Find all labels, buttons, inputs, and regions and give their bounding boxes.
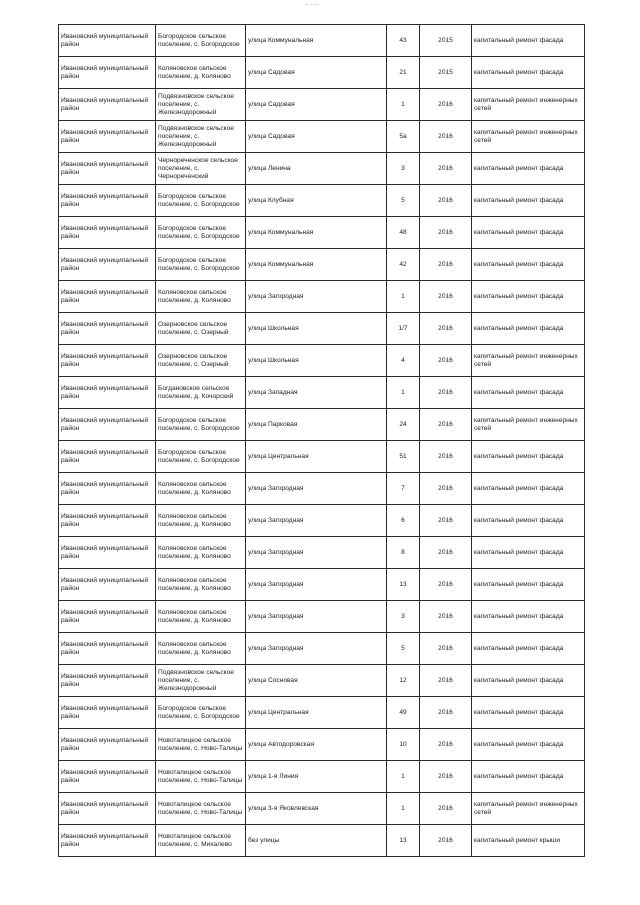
settlement-cell: Богородское сельское поселение, с. Богородское (156, 25, 246, 57)
work-type-cell: капитальный ремонт инженерных сетей (472, 345, 585, 377)
street-cell: улица Клубная (246, 185, 387, 217)
table-row (59, 409, 585, 441)
street-cell: улица Коммунальная (246, 249, 387, 281)
year-cell: 2016 (420, 217, 472, 249)
year-cell: 2016 (420, 153, 472, 185)
district-cell: Ивановский муниципальный район (59, 57, 156, 89)
settlement-cell: Подвязновское сельское поселение, с. Железнодорожный (156, 121, 246, 153)
district-cell: Ивановский муниципальный район (59, 185, 156, 217)
house-number-cell: 1 (387, 377, 420, 409)
house-number-cell: 3 (387, 153, 420, 185)
table-row (59, 89, 585, 121)
house-number-cell: 12 (387, 665, 420, 697)
house-number-cell: 13 (387, 569, 420, 601)
table-row (59, 281, 585, 313)
street-cell: улица Центральная (246, 441, 387, 473)
settlement-cell: Коляновское сельское поселение, д. Коляново (156, 473, 246, 505)
settlement-cell: Озерновское сельское поселение, с. Озерный (156, 313, 246, 345)
settlement-cell: Богородское сельское поселение, с. Богородское (156, 409, 246, 441)
work-type-cell: капитальный ремонт фасада (472, 729, 585, 761)
district-cell: Ивановский муниципальный район (59, 601, 156, 633)
work-type-cell: капитальный ремонт фасада (472, 25, 585, 57)
settlement-cell: Коляновское сельское поселение, д. Коляново (156, 633, 246, 665)
street-cell: улица Загородная (246, 601, 387, 633)
year-cell: 2016 (420, 505, 472, 537)
year-cell: 2016 (420, 537, 472, 569)
street-cell: улица Садовая (246, 89, 387, 121)
table-row (59, 57, 585, 89)
street-cell: без улицы (246, 825, 387, 857)
work-type-cell: капитальный ремонт фасада (472, 185, 585, 217)
street-cell: улица 1-я Линия (246, 761, 387, 793)
settlement-cell: Коляновское сельское поселение, д. Коляново (156, 505, 246, 537)
table-row (59, 217, 585, 249)
year-cell: 2016 (420, 89, 472, 121)
settlement-cell: Богородское сельское поселение, с. Богородское (156, 217, 246, 249)
street-cell: улица Загородная (246, 569, 387, 601)
street-cell: улица Западная (246, 377, 387, 409)
settlement-cell: Коляновское сельское поселение, д. Коляново (156, 537, 246, 569)
house-number-cell: 5 (387, 185, 420, 217)
year-cell: 2016 (420, 185, 472, 217)
house-number-cell: 8 (387, 537, 420, 569)
work-type-cell: капитальный ремонт фасада (472, 313, 585, 345)
work-type-cell: капитальный ремонт инженерных сетей (472, 89, 585, 121)
work-type-cell: капитальный ремонт инженерных сетей (472, 793, 585, 825)
district-cell: Ивановский муниципальный район (59, 217, 156, 249)
work-type-cell: капитальный ремонт фасада (472, 473, 585, 505)
work-type-cell: капитальный ремонт фасада (472, 281, 585, 313)
street-cell: улица Садовая (246, 121, 387, 153)
settlement-cell: Подвязновское сельское поселение, с. Железнодорожный (156, 665, 246, 697)
house-number-cell: 5 (387, 633, 420, 665)
street-cell: улица Школьная (246, 345, 387, 377)
table-row (59, 601, 585, 633)
street-cell: улица Школьная (246, 313, 387, 345)
district-cell: Ивановский муниципальный район (59, 537, 156, 569)
year-cell: 2016 (420, 249, 472, 281)
district-cell: Ивановский муниципальный район (59, 665, 156, 697)
year-cell: 2016 (420, 825, 472, 857)
year-cell: 2016 (420, 313, 472, 345)
table-row (59, 153, 585, 185)
house-number-cell: 6 (387, 505, 420, 537)
settlement-cell: Богородское сельское поселение, с. Богородское (156, 697, 246, 729)
settlement-cell: Новоталицкое сельское поселение, с. Ново-Талицы (156, 729, 246, 761)
district-cell: Ивановский муниципальный район (59, 761, 156, 793)
district-cell: Ивановский муниципальный район (59, 153, 156, 185)
work-type-cell: капитальный ремонт фасада (472, 377, 585, 409)
table-row (59, 761, 585, 793)
year-cell: 2016 (420, 729, 472, 761)
year-cell: 2016 (420, 409, 472, 441)
settlement-cell: Богдановское сельское поселение, д. Кочорский (156, 377, 246, 409)
district-cell: Ивановский муниципальный район (59, 697, 156, 729)
house-number-cell: 13 (387, 825, 420, 857)
table-body (59, 25, 585, 857)
table-row (59, 441, 585, 473)
work-type-cell: капитальный ремонт фасада (472, 601, 585, 633)
settlement-cell: Богородское сельское поселение, с. Богородское (156, 249, 246, 281)
house-number-cell: 42 (387, 249, 420, 281)
year-cell: 2016 (420, 793, 472, 825)
house-number-cell: 43 (387, 25, 420, 57)
street-cell: улица Загородная (246, 505, 387, 537)
table-row (59, 473, 585, 505)
district-cell: Ивановский муниципальный район (59, 729, 156, 761)
settlement-cell: Коляновское сельское поселение, д. Коляново (156, 281, 246, 313)
work-type-cell: капитальный ремонт фасада (472, 761, 585, 793)
work-type-cell: капитальный ремонт фасада (472, 665, 585, 697)
district-cell: Ивановский муниципальный район (59, 505, 156, 537)
repair-registry-table (58, 24, 585, 857)
table-row (59, 633, 585, 665)
street-cell: улица Садовая (246, 57, 387, 89)
settlement-cell: Коляновское сельское поселение, д. Коляново (156, 601, 246, 633)
street-cell: улица Центральная (246, 697, 387, 729)
district-cell: Ивановский муниципальный район (59, 825, 156, 857)
table-row (59, 729, 585, 761)
district-cell: Ивановский муниципальный район (59, 793, 156, 825)
house-number-cell: 7 (387, 473, 420, 505)
table-row (59, 121, 585, 153)
settlement-cell: Богородское сельское поселение, с. Богородское (156, 441, 246, 473)
table-row (59, 345, 585, 377)
year-cell: 2016 (420, 633, 472, 665)
street-cell: улица 3-я Яковлевская (246, 793, 387, 825)
district-cell: Ивановский муниципальный район (59, 473, 156, 505)
house-number-cell: 5а (387, 121, 420, 153)
house-number-cell: 3 (387, 601, 420, 633)
street-cell: улица Ленина (246, 153, 387, 185)
work-type-cell: капитальный ремонт фасада (472, 569, 585, 601)
street-cell: улица Коммунальная (246, 217, 387, 249)
house-number-cell: 48 (387, 217, 420, 249)
house-number-cell: 4 (387, 345, 420, 377)
street-cell: улица Автодоровская (246, 729, 387, 761)
district-cell: Ивановский муниципальный район (59, 25, 156, 57)
table-row (59, 185, 585, 217)
work-type-cell: капитальный ремонт фасада (472, 697, 585, 729)
house-number-cell: 1/7 (387, 313, 420, 345)
work-type-cell: капитальный ремонт инженерных сетей (472, 121, 585, 153)
year-cell: 2016 (420, 569, 472, 601)
district-cell: Ивановский муниципальный район (59, 569, 156, 601)
work-type-cell: капитальный ремонт фасада (472, 217, 585, 249)
district-cell: Ивановский муниципальный район (59, 441, 156, 473)
house-number-cell: 10 (387, 729, 420, 761)
district-cell: Ивановский муниципальный район (59, 633, 156, 665)
street-cell: улица Загородная (246, 473, 387, 505)
settlement-cell: Коляновское сельское поселение, д. Коляново (156, 569, 246, 601)
district-cell: Ивановский муниципальный район (59, 313, 156, 345)
street-cell: улица Коммунальная (246, 25, 387, 57)
year-cell: 2016 (420, 665, 472, 697)
year-cell: 2016 (420, 761, 472, 793)
house-number-cell: 49 (387, 697, 420, 729)
work-type-cell: капитальный ремонт фасада (472, 153, 585, 185)
year-cell: 2015 (420, 57, 472, 89)
district-cell: Ивановский муниципальный район (59, 377, 156, 409)
table-row (59, 665, 585, 697)
district-cell: Ивановский муниципальный район (59, 409, 156, 441)
house-number-cell: 51 (387, 441, 420, 473)
work-type-cell: капитальный ремонт крыши (472, 825, 585, 857)
table-row (59, 537, 585, 569)
table-row (59, 249, 585, 281)
house-number-cell: 1 (387, 793, 420, 825)
house-number-cell: 21 (387, 57, 420, 89)
settlement-cell: Богородское сельское поселение, с. Богородское (156, 185, 246, 217)
year-cell: 2015 (420, 25, 472, 57)
house-number-cell: 1 (387, 89, 420, 121)
street-cell: улица Загородная (246, 537, 387, 569)
table-row (59, 313, 585, 345)
district-cell: Ивановский муниципальный район (59, 281, 156, 313)
table-row (59, 25, 585, 57)
settlement-cell: Новоталицкое сельское поселение, с. Ново-Талицы (156, 793, 246, 825)
work-type-cell: капитальный ремонт фасада (472, 537, 585, 569)
street-cell: улица Загородная (246, 633, 387, 665)
settlement-cell: Новоталицкое сельское поселение, с. Михалево (156, 825, 246, 857)
work-type-cell: капитальный ремонт фасада (472, 57, 585, 89)
district-cell: Ивановский муниципальный район (59, 345, 156, 377)
house-number-cell: 1 (387, 281, 420, 313)
table-row (59, 377, 585, 409)
house-number-cell: 1 (387, 761, 420, 793)
year-cell: 2016 (420, 377, 472, 409)
year-cell: 2016 (420, 345, 472, 377)
table-row (59, 825, 585, 857)
house-number-cell: 24 (387, 409, 420, 441)
work-type-cell: капитальный ремонт фасада (472, 505, 585, 537)
table-row (59, 697, 585, 729)
year-cell: 2016 (420, 281, 472, 313)
table-row (59, 505, 585, 537)
work-type-cell: капитальный ремонт фасада (472, 249, 585, 281)
district-cell: Ивановский муниципальный район (59, 89, 156, 121)
settlement-cell: Чернореченское сельское поселение, с. Чернореченский (156, 153, 246, 185)
settlement-cell: Коляновское сельское поселение, д. Коляново (156, 57, 246, 89)
district-cell: Ивановский муниципальный район (59, 121, 156, 153)
settlement-cell: Новоталицкое сельское поселение, с. Ново-Талицы (156, 761, 246, 793)
year-cell: 2016 (420, 601, 472, 633)
scan-header-mark: - --- (305, 2, 320, 8)
year-cell: 2016 (420, 121, 472, 153)
year-cell: 2016 (420, 441, 472, 473)
district-cell: Ивановский муниципальный район (59, 249, 156, 281)
year-cell: 2016 (420, 697, 472, 729)
street-cell: улица Парковая (246, 409, 387, 441)
year-cell: 2016 (420, 473, 472, 505)
work-type-cell: капитальный ремонт фасада (472, 441, 585, 473)
table-row (59, 569, 585, 601)
table-row (59, 793, 585, 825)
work-type-cell: капитальный ремонт фасада (472, 633, 585, 665)
street-cell: улица Загородная (246, 281, 387, 313)
settlement-cell: Озерновское сельское поселение, с. Озерный (156, 345, 246, 377)
street-cell: улица Сосновая (246, 665, 387, 697)
settlement-cell: Подвязновское сельское поселение, с. Железнодорожный (156, 89, 246, 121)
work-type-cell: капитальный ремонт инженерных сетей (472, 409, 585, 441)
